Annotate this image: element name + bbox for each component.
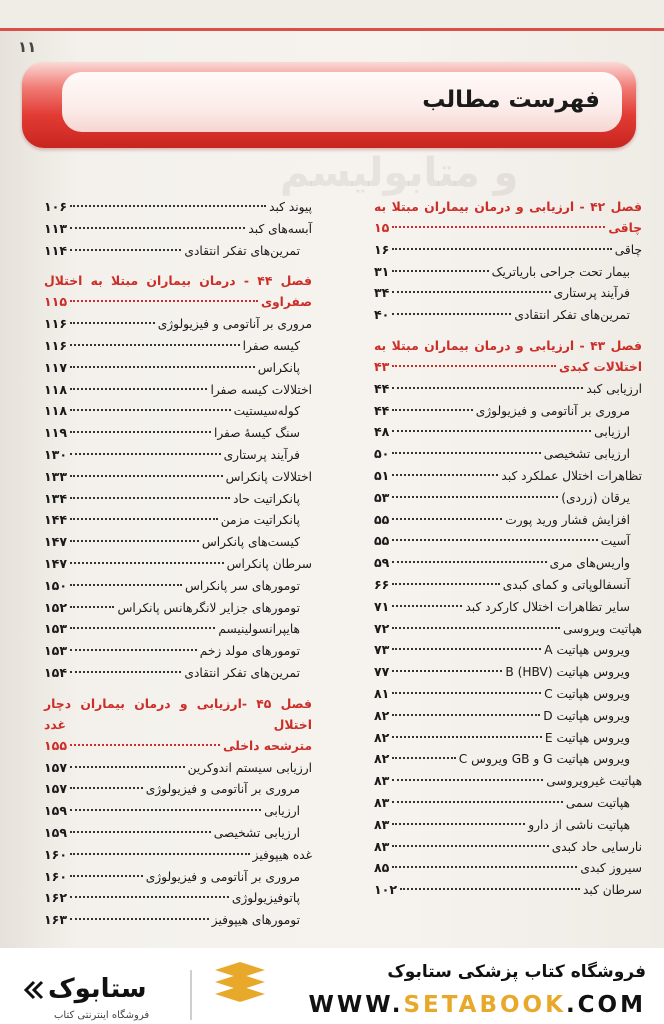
toc-entry-label: سایر تظاهرات اختلال کارکرد کبد: [465, 599, 630, 614]
toc-entry-page: ۷۲: [374, 620, 390, 636]
dot-leader: [70, 409, 231, 411]
dot-leader: [392, 561, 546, 563]
toc-entry-page: ۱۴۷: [44, 534, 68, 550]
toc-entry: [44, 800, 312, 822]
toc-entry: [44, 218, 312, 240]
toc-entry-label: تومورهای هیپوفیز: [211, 913, 300, 928]
toc-entry-page: ۴۴: [374, 380, 390, 396]
toc-entry-page: ۵۱: [374, 467, 390, 483]
site-url[interactable]: [309, 992, 647, 1018]
dot-leader: [70, 475, 223, 477]
chapter-heading-row: [44, 735, 312, 757]
dot-leader: [392, 583, 499, 585]
toc-entry-label: ارزیابی کبد: [586, 381, 642, 396]
toc-entry: [44, 422, 312, 444]
toc-entry-label: تمرین‌های تفکر انتقادی: [514, 308, 630, 323]
dot-leader: [392, 845, 548, 847]
chapter-block: [44, 196, 312, 261]
toc-entry: [44, 909, 312, 931]
header-rule: [0, 28, 664, 31]
chapter-page-number: ۱۱۵: [44, 294, 68, 310]
dot-leader: [392, 757, 455, 759]
dot-leader: [70, 875, 143, 877]
toc-entry-page: ۸۱: [374, 685, 390, 701]
toc-entry: [374, 239, 642, 261]
toc-entry-label: سرطان کبد: [582, 883, 642, 898]
toc-entry-page: ۱۱۴: [44, 242, 68, 258]
toc-entry: [374, 727, 642, 749]
store-logo[interactable]: [14, 958, 274, 1021]
toc-entry-page: ۱۱۸: [44, 403, 68, 419]
toc-entry-label: واریس‌های مری: [549, 556, 630, 571]
toc-entry-page: ۱۵۹: [44, 824, 68, 840]
toc-entry-page: ۱۵۲: [44, 599, 68, 615]
toc-entry-page: ۸۳: [374, 816, 390, 832]
toc-entry-page: ۵۰: [374, 446, 390, 462]
toc-entry-label: مروری بر آناتومی و فیزیولوژی: [157, 317, 312, 332]
toc-entry: [374, 879, 642, 901]
toc-entry-label: آبسه‌های کبد: [248, 221, 312, 236]
toc-entry-page: ۱۱۸: [44, 381, 68, 397]
toc-entry-label: ویروس هپاتیت G و GB ویروس C: [458, 752, 630, 767]
toc-entry-label: کیسه صفرا: [242, 338, 300, 353]
toc-entry-page: ۸۲: [374, 707, 390, 723]
toc-entry: [374, 639, 642, 661]
toc-entry: [44, 240, 312, 262]
toc-entry-label: آسیت: [600, 534, 630, 549]
toc-entry-page: ۱۵۴: [44, 664, 68, 680]
toc-entry-page: ۱۱۹: [44, 425, 68, 441]
dot-leader: [392, 779, 543, 781]
toc-entry-label: ارزیابی: [264, 804, 300, 819]
toc-entry-page: ۳۱: [374, 263, 390, 279]
title-banner-inner: [62, 72, 622, 132]
toc-entry: [374, 530, 642, 552]
toc-entry-label: سرطان پانکراس: [226, 556, 312, 571]
dot-leader: [392, 518, 502, 520]
toc-entry-page: ۱۳۰: [44, 446, 68, 462]
dot-leader: [70, 497, 230, 499]
toc-entry-page: ۷۳: [374, 642, 390, 658]
chapter-heading: فصل ۴۳ - ارزیابی و درمان بیماران مبتلا به: [374, 337, 642, 353]
dot-leader: [392, 365, 556, 367]
shop-title: فروشگاه کتاب پزشکی ستابوک: [387, 962, 646, 982]
dot-leader: [70, 627, 215, 629]
toc-entry: [374, 421, 642, 443]
dot-leader: [70, 809, 261, 811]
dot-leader: [70, 896, 229, 898]
chapter-block: [374, 196, 642, 326]
toc-entry-label: مروری بر آناتومی و فیزیولوژی: [475, 403, 630, 418]
dot-leader: [70, 584, 182, 586]
chapter-heading-row: [44, 291, 312, 313]
dot-leader: [392, 692, 541, 694]
toc-entry-label: هپاتیت غیرویروسی: [546, 774, 642, 789]
dot-leader: [392, 670, 502, 672]
toc-entry-page: ۷۷: [374, 664, 390, 680]
chapter-block: [44, 693, 312, 931]
dot-leader: [70, 918, 209, 920]
toc-entry: [44, 575, 312, 597]
dot-leader: [392, 409, 472, 411]
toc-entry: [374, 282, 642, 304]
toc-entry-page: ۱۱۷: [44, 359, 68, 375]
toc-entry-page: ۸۳: [374, 773, 390, 789]
toc-entry-page: ۴۸: [374, 424, 390, 440]
toc-entry-label: فرآیند پرستاری: [553, 286, 630, 301]
toc-entry-page: ۱۱۶: [44, 337, 68, 353]
toc-entry: [374, 487, 642, 509]
toc-entry-page: ۱۰۶: [44, 199, 68, 214]
toc-entry-page: ۸۲: [374, 729, 390, 745]
toc-entry-page: ۱۶۲: [44, 890, 68, 906]
toc-entry: [44, 866, 312, 888]
toc-entry-page: ۵۹: [374, 555, 390, 571]
toc-entry-label: تومورهای مولد زخم: [199, 644, 300, 659]
toc-entry-page: ۱۵۹: [44, 803, 68, 819]
toc-entry: [374, 661, 642, 683]
toc-entry-label: هایپرانسولینیسم: [218, 622, 300, 637]
dot-leader: [392, 714, 540, 716]
chapter-heading: فصل ۴۵ -ارزیابی و درمان بیماران دچار اختلال غدد: [44, 695, 312, 732]
toc-entry-page: ۱۰۲: [374, 882, 398, 898]
dot-leader: [70, 518, 218, 520]
toc-entry-page: ۱۱۳: [44, 220, 68, 236]
toc-entry: [374, 574, 642, 596]
toc-entry: [44, 509, 312, 531]
toc-entry-label: ارزیابی سیستم اندوکرین: [187, 760, 312, 775]
toc-entry: [44, 757, 312, 779]
toc-entry-label: مروری بر آناتومی و فیزیولوژی: [145, 782, 300, 797]
dot-leader: [70, 205, 266, 207]
book-stack-icon: [210, 962, 270, 1012]
dot-leader: [70, 249, 181, 251]
page-number: ۱۱: [18, 38, 37, 56]
toc-entry-page: ۸۳: [374, 838, 390, 854]
toc-entry-label: هپاتیت سمی: [565, 795, 630, 810]
toc-entry-page: ۵۵: [374, 511, 390, 527]
toc-entry: [44, 618, 312, 640]
toc-entry-page: ۷۱: [374, 598, 390, 614]
toc-entry: [374, 465, 642, 487]
toc-entry-page: ۴۴: [374, 402, 390, 418]
dot-leader: [70, 606, 114, 608]
toc-entry: [44, 844, 312, 866]
toc-entry-label: سیروز کبدی: [580, 861, 642, 876]
chapter-page-number: ۱۵۵: [44, 737, 68, 753]
toc-column-right: [374, 196, 642, 901]
dot-leader: [392, 430, 591, 432]
toc-entry: [44, 379, 312, 401]
dot-leader: [70, 766, 185, 768]
dot-leader: [70, 787, 143, 789]
chapter-heading-end: چاقی: [608, 221, 642, 235]
dot-leader: [392, 627, 560, 629]
toc-entry-page: ۱۳۴: [44, 490, 68, 506]
toc-entry-label: نارسایی حاد کبدی: [551, 839, 642, 854]
toc-entry: [374, 509, 642, 531]
dot-leader: [70, 300, 258, 302]
toc-entry-label: آنسفالوپاتی و کمای کبدی: [502, 577, 630, 592]
toc-entry-label: پیوند کبد: [269, 200, 312, 214]
toc-column-left: [44, 196, 312, 931]
page-title: فهرست مطالب: [422, 87, 600, 113]
chapter-heading-row: [374, 356, 642, 378]
dot-leader: [70, 831, 211, 833]
toc-entry-page: ۱۶۰: [44, 868, 68, 884]
dot-leader: [392, 823, 525, 825]
chapter-heading: فصل ۴۴ - درمان بیماران مبتلا به اختلال: [44, 273, 312, 289]
toc-entry: [44, 313, 312, 335]
toc-entry: [374, 618, 642, 640]
toc-entry-label: بیمار تحت جراحی باریاتریک: [491, 264, 630, 279]
dot-leader: [70, 671, 181, 673]
toc-entry-page: ۱۳۳: [44, 468, 68, 484]
dot-leader: [392, 474, 498, 476]
dot-leader: [70, 853, 250, 855]
dot-leader: [392, 648, 541, 650]
toc-entry: [44, 822, 312, 844]
chapter-heading-end: مترشحه داخلی: [222, 738, 312, 753]
toc-entry-page: ۱۵۷: [44, 781, 68, 797]
toc-entry-page: ۱۶۰: [44, 846, 68, 862]
toc-entry-label: مروری بر آناتومی و فیزیولوژی: [145, 869, 300, 884]
toc-entry: [44, 553, 312, 575]
toc-entry-page: ۱۵۷: [44, 759, 68, 775]
toc-entry: [374, 378, 642, 400]
dot-leader: [392, 452, 540, 454]
toc-entry-page: ۶۶: [374, 576, 390, 592]
toc-entry: [374, 400, 642, 422]
dot-leader: [392, 736, 542, 738]
toc-entry-page: ۳۴: [374, 285, 390, 301]
toc-entry-page: ۸۵: [374, 860, 390, 876]
toc-entry-label: چاقی: [614, 242, 642, 257]
toc-entry: [374, 836, 642, 858]
chapter-page-number: ۱۵: [374, 220, 390, 235]
dot-leader: [70, 388, 207, 390]
toc-entry: [44, 662, 312, 684]
chapter-heading: فصل ۴۲ - ارزیابی و درمان بیماران مبتلا به: [374, 199, 642, 214]
dot-leader: [392, 605, 462, 607]
url-prefix: WWW.: [308, 992, 404, 1018]
dot-leader: [70, 344, 240, 346]
dot-leader: [392, 270, 488, 272]
toc-entry-page: ۱۴۷: [44, 555, 68, 571]
toc-entry: [374, 857, 642, 879]
toc-entry-label: اختلالات پانکراس: [225, 469, 312, 484]
toc-entry-label: فرآیند پرستاری: [223, 447, 300, 462]
dot-leader: [392, 387, 583, 389]
toc-entry-label: تومورهای جزایر لانگرهانس پانکراس: [117, 600, 300, 615]
toc-entry: [374, 814, 642, 836]
toc-entry-page: ۱۱۶: [44, 316, 68, 332]
toc-entry-label: پانکراس: [257, 360, 300, 375]
toc-entry-page: ۱۴۴: [44, 512, 68, 528]
toc-entry: [44, 597, 312, 619]
toc-entry-label: کوله‌سیستیت: [233, 404, 300, 419]
toc-entry-page: ۸۳: [374, 794, 390, 810]
dot-leader: [392, 496, 558, 498]
toc-entry-label: ویروس هپاتیت A: [544, 643, 630, 658]
url-brand: SETABOOK: [403, 992, 566, 1018]
dot-leader: [70, 431, 211, 433]
toc-entry: [44, 444, 312, 466]
toc-entry-page: ۱۵۳: [44, 621, 68, 637]
toc-entry: [44, 335, 312, 357]
toc-entry: [44, 400, 312, 422]
dot-leader: [392, 226, 605, 228]
toc-entry-page: ۱۵۰: [44, 577, 68, 593]
toc-entry: [374, 705, 642, 727]
dot-leader: [400, 888, 580, 890]
toc-entry-label: تظاهرات اختلال عملکرد کبد: [501, 468, 642, 483]
toc-entry-label: افزایش فشار ورید پورت: [505, 512, 630, 527]
toc-entry: [374, 683, 642, 705]
chapter-heading-end: اختلالات کبدی: [558, 359, 642, 374]
toc-entry: [44, 466, 312, 488]
toc-entry-label: هپاتیت ویروسی: [563, 621, 642, 636]
dot-leader: [70, 540, 199, 542]
double-chevron-icon: [24, 980, 44, 1000]
dot-leader: [392, 539, 597, 541]
page-top-band: [0, 0, 664, 30]
toc-entry: [44, 488, 312, 510]
footer: [0, 948, 664, 1024]
url-suffix: .COM: [565, 992, 646, 1018]
toc-entry-label: تمرین‌های تفکر انتقادی: [184, 243, 300, 258]
toc-entry-page: ۱۶: [374, 241, 390, 257]
toc-entry-label: کیست‌های پانکراس: [201, 535, 300, 550]
toc-entry-label: هپاتیت ناشی از دارو: [528, 817, 630, 832]
toc-entry: [44, 640, 312, 662]
toc-entry-page: ۱۵۳: [44, 643, 68, 659]
toc-entry: [44, 887, 312, 909]
toc-entry-label: اختلالات کیسه صفرا: [210, 382, 312, 397]
toc-entry-label: تمرین‌های تفکر انتقادی: [184, 665, 300, 680]
chapter-page-number: ۴۳: [374, 358, 390, 374]
toc-entry-label: ارزیابی تشخیصی: [543, 447, 630, 462]
logo-text: ستابوک: [48, 974, 147, 1004]
dot-leader: [70, 453, 221, 455]
toc-entry-page: ۴۰: [374, 307, 390, 323]
toc-entry: [374, 304, 642, 326]
toc-entry: [374, 792, 642, 814]
toc-entry: [44, 357, 312, 379]
dot-leader: [70, 322, 155, 324]
bleed-through-text: و متابولیسم: [280, 150, 519, 196]
toc-entry-page: ۱۶۳: [44, 912, 68, 928]
dot-leader: [392, 866, 577, 868]
toc-entry-page: ۸۲: [374, 751, 390, 767]
dot-leader: [70, 366, 255, 368]
dot-leader: [70, 227, 245, 229]
toc-entry: [374, 552, 642, 574]
toc-entry: [374, 748, 642, 770]
title-banner: [22, 62, 636, 148]
toc-entry-label: پانکراتیت حاد: [233, 491, 300, 506]
dot-leader: [70, 744, 220, 746]
toc-entry-label: ویروس هپاتیت B (HBV): [505, 665, 630, 680]
toc-entry-label: ارزیابی: [594, 425, 630, 440]
chapter-heading-end: صفراوی: [260, 295, 312, 310]
toc-entry: [374, 770, 642, 792]
toc-entry-label: تومورهای سر پانکراس: [185, 578, 300, 593]
logo-subtitle: فروشگاه اینترنتی کتاب: [54, 1010, 150, 1021]
toc-entry: [44, 531, 312, 553]
toc-entry: [374, 443, 642, 465]
dot-leader: [392, 313, 511, 315]
toc-entry-label: ویروس هپاتیت E: [544, 730, 630, 745]
toc-entry-label: غده هیپوفیز: [252, 847, 312, 862]
toc-entry: [374, 596, 642, 618]
dot-leader: [70, 562, 224, 564]
toc-entry: [374, 261, 642, 283]
toc-entry: [44, 778, 312, 800]
toc-entry-label: ارزیابی تشخیصی: [213, 825, 300, 840]
dot-leader: [392, 801, 562, 803]
toc-entry-page: ۵۳: [374, 489, 390, 505]
chapter-heading-row: [374, 217, 642, 239]
toc-entry-label: سنگ کیسهٔ صفرا: [213, 426, 300, 441]
toc-entry-label: ویروس هپاتیت C: [544, 686, 630, 701]
toc-entry-label: پاتوفیزیولوژی: [231, 891, 300, 906]
chapter-block: [44, 270, 312, 683]
toc-entry-label: پانکراتیت مزمن: [220, 513, 300, 528]
dot-leader: [70, 649, 197, 651]
toc-entry-label: یرقان (زردی): [561, 490, 630, 505]
toc-entry: [44, 196, 312, 218]
logo-divider: [190, 970, 192, 1020]
dot-leader: [392, 291, 550, 293]
toc-entry-page: ۵۵: [374, 533, 390, 549]
dot-leader: [392, 248, 611, 250]
toc-entry-label: ویروس هپاتیت D: [543, 708, 630, 723]
chapter-block: [374, 335, 642, 901]
